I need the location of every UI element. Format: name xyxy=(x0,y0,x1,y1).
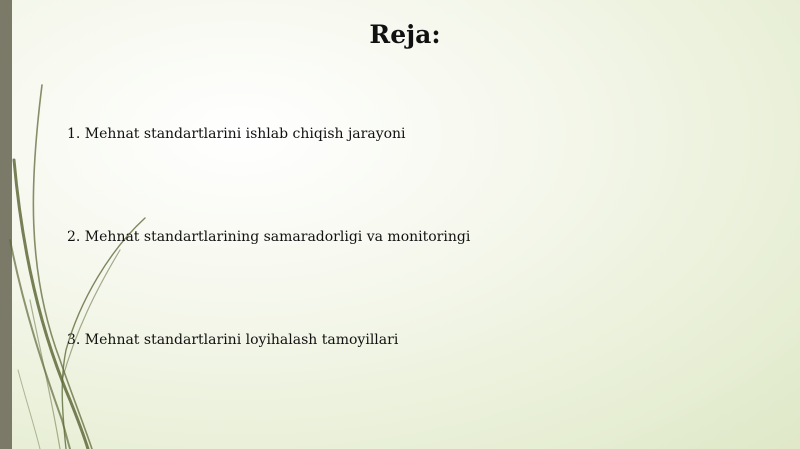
agenda-item: 1. Mehnat standartlarini ishlab chiqish jarayoni xyxy=(67,126,406,142)
slide-title: Reja: xyxy=(369,20,441,49)
left-accent-bar xyxy=(0,0,12,449)
agenda-item: 3. Mehnat standartlarini loyihalash tamoyillari xyxy=(67,332,399,348)
agenda-item: 2. Mehnat standartlarining samaradorligi va monitoringi xyxy=(67,229,471,245)
